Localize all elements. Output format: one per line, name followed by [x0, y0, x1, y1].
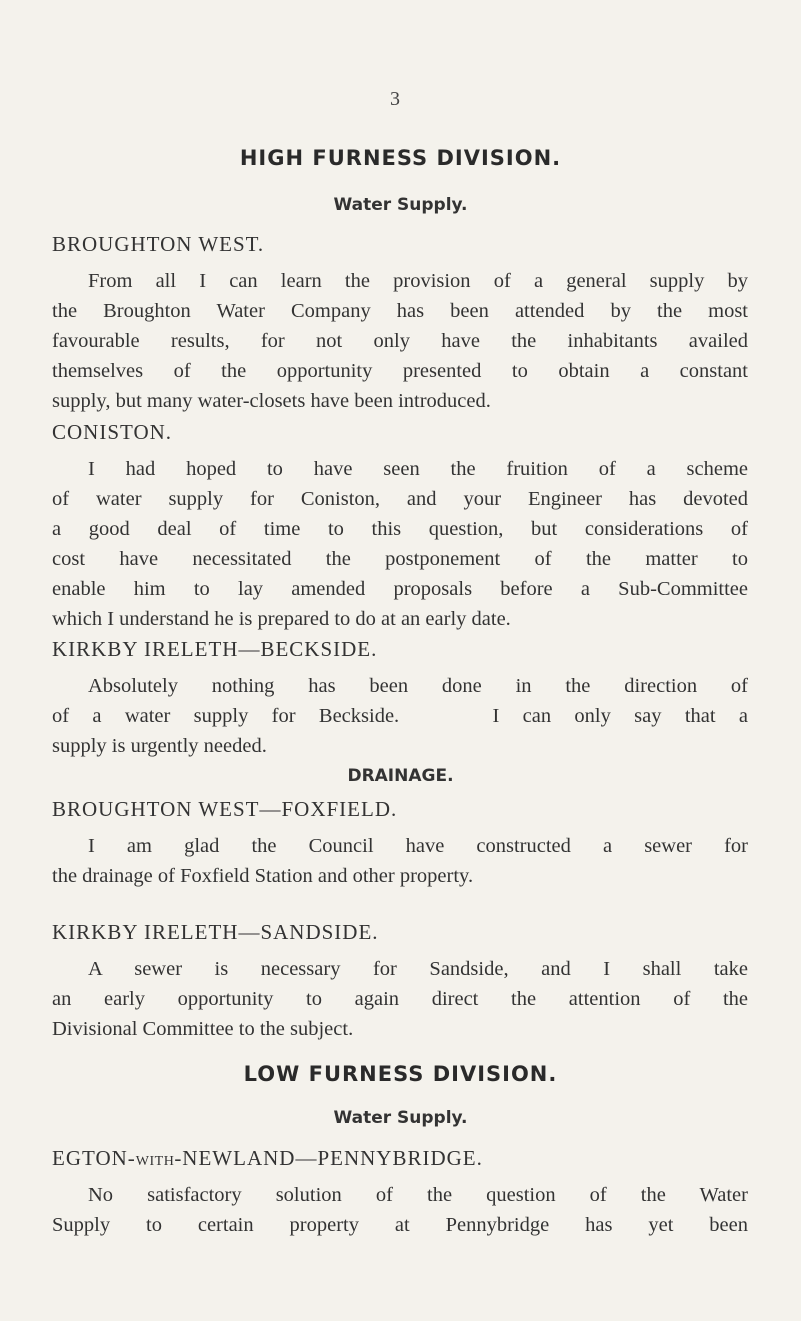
high-furness-division-title: HIGH FURNESS DIVISION. — [239, 146, 562, 170]
egton-newland-heading — [52, 1146, 483, 1171]
broughton-foxfield-heading: BROUGHTON WEST—FOXFIELD. — [52, 797, 398, 821]
drainage-heading: DRAINAGE. — [347, 766, 454, 786]
page-number: 3 — [390, 88, 400, 110]
broughton-west-paragraph — [52, 266, 748, 416]
paragraph-line: themselves of the opportunity presented to obtain a constant — [52, 360, 748, 382]
paragraph-line: I had hoped to have seen the fruition of a scheme — [88, 458, 748, 480]
paragraph-line: the Broughton Water Company has been attended by the most — [52, 300, 748, 322]
egton-heading-part2: -NEWLAND—PENNYBRIDGE. — [174, 1146, 483, 1170]
paragraph-line: the drainage of Foxfield Station and other property. — [52, 865, 474, 887]
egton-heading-with: WITH — [135, 1154, 175, 1169]
paragraph-line: A sewer is necessary for Sandside, and I shall take — [88, 958, 748, 980]
paragraph-line: Supply to certain property at Pennybridge has yet been — [52, 1214, 748, 1236]
paragraph-line: which I understand he is prepared to do at an early date. — [52, 608, 511, 630]
high-furness-water-supply-heading: Water Supply. — [333, 195, 468, 215]
paragraph-line: supply, but many water-closets have been introduced. — [52, 390, 491, 412]
low-furness-division-title: LOW FURNESS DIVISION. — [243, 1062, 558, 1086]
paragraph-line: Divisional Committee to the subject. — [52, 1018, 354, 1040]
paragraph-line: of a water supply for Beckside. I can only say that a — [52, 705, 748, 727]
low-furness-water-supply-heading: Water Supply. — [333, 1108, 468, 1128]
paragraph-line: favourable results, for not only have the inhabitants availed — [52, 330, 748, 352]
kirkby-beckside-paragraph — [52, 671, 748, 761]
broughton-west-heading: BROUGHTON WEST. — [52, 232, 265, 256]
egton-newland-paragraph — [52, 1180, 748, 1240]
kirkby-sandside-paragraph — [52, 954, 748, 1044]
egton-heading-part1: EGTON- — [52, 1146, 136, 1170]
paragraph-line: a good deal of time to this question, but considerations of — [52, 518, 748, 540]
coniston-heading: CONISTON. — [52, 420, 173, 444]
kirkby-beckside-heading: KIRKBY IRELETH—BECKSIDE. — [52, 637, 378, 661]
paragraph-line: supply is urgently needed. — [52, 735, 267, 757]
paragraph-line: No satisfactory solution of the question of the Water — [88, 1184, 748, 1206]
broughton-foxfield-paragraph — [52, 831, 748, 891]
paragraph-line: enable him to lay amended proposals before a Sub-Committee — [52, 578, 748, 600]
paragraph-line: cost have necessitated the postponement of the matter to — [52, 548, 748, 570]
paragraph-line: I am glad the Council have constructed a sewer for — [88, 835, 748, 857]
paragraph-line: From all I can learn the provision of a general supply by — [88, 270, 748, 292]
paragraph-line: Absolutely nothing has been done in the direction of — [88, 675, 748, 697]
paragraph-line: of water supply for Coniston, and your Engineer has devoted — [52, 488, 748, 510]
coniston-paragraph — [52, 454, 748, 634]
paragraph-line: an early opportunity to again direct the attention of the — [52, 988, 748, 1010]
kirkby-sandside-heading: KIRKBY IRELETH—SANDSIDE. — [52, 920, 379, 944]
